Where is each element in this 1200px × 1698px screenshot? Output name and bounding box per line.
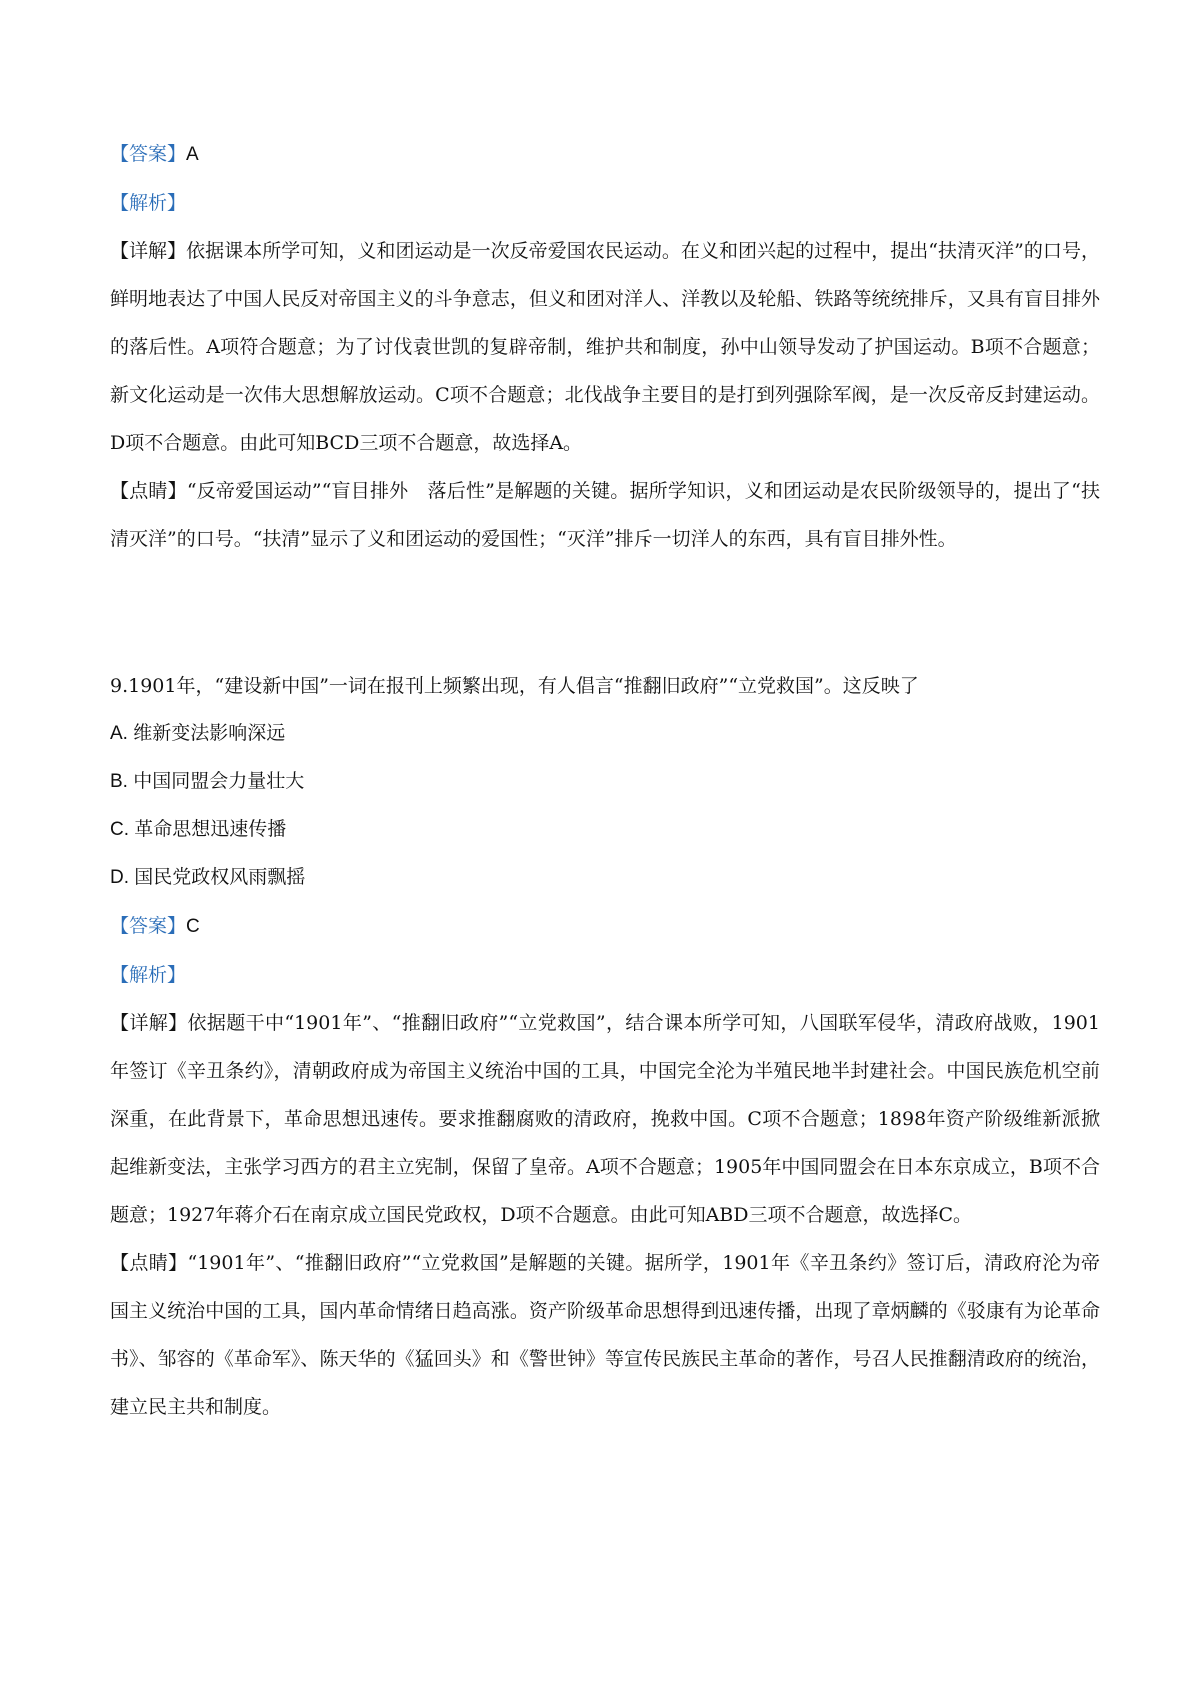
q8-comment-text: “反帝爱国运动”“盲目排外 落后性”是解题的关键。据所学知识，义和团运动是农民阶级领导的，提出了“扶清灭洋”的口号。“扶清”显示了义和团运动的爱国性；“灭洋”排斥一切洋人的东西，具有盲目排外性。 [110,480,1100,550]
q8-detail-tag: 【详解】 [110,240,187,262]
q9-answer-value: C [186,916,200,937]
q9-detail-paragraph [110,999,1100,1239]
q9-comment-paragraph [110,1239,1100,1431]
q9-analysis-line [110,951,1100,999]
q9-section [110,662,1100,1431]
q8-answer-value: A [186,144,199,165]
q8-detail-paragraph [110,227,1100,467]
q9-detail-text: 依据题干中“1901年”、“推翻旧政府”“立党救国”，结合课本所学可知，八国联军侵华，清政府战败，1901年签订《辛丑条约》，清朝政府成为帝国主义统治中国的工具，中国完全沦为半殖民地半封建社会。中国民族危机空前深重，在此背景下，革命思想迅速传。要求推翻腐败的清政府，挽救中国。C项不合题意；1898年资产阶级维新派掀起维新变法，主张学习西方的君主立宪制，保留了皇帝。A项不合题意；1905年中国同盟会在日本东京成立，B项不合题意；1927年蒋介石在南京成立国民党政权，D项不合题意。由此可知ABD三项不合题意，故选择C。 [110,1012,1100,1226]
q9-analysis-tag: 【解析】 [110,964,187,986]
q8-answer-line [110,130,1100,179]
q8-answer-section [110,130,1100,563]
q9-answer-line [110,902,1100,951]
q8-analysis-tag: 【解析】 [110,192,187,214]
q9-detail-tag: 【详解】 [110,1012,188,1034]
q9-option-d: D. 国民党政权风雨飘摇 [110,867,306,888]
q9-answer-tag: 【答案】 [110,915,187,937]
q9-comment-tag: 【点睛】 [110,1252,188,1274]
q8-answer-tag: 【答案】 [110,143,187,165]
q8-comment-tag: 【点睛】 [110,480,187,502]
q8-analysis-line [110,179,1100,227]
q9-option-c: C. 革命思想迅速传播 [110,819,287,840]
q9-question: 9.1901年，“建设新中国”一词在报刊上频繁出现，有人倡言“推翻旧政府”“立党救国”。这反映了 [110,675,919,697]
q8-comment-paragraph [110,467,1100,563]
q8-detail-text: 依据课本所学可知，义和团运动是一次反帝爱国农民运动。在义和团兴起的过程中，提出“扶清灭洋”的口号，鲜明地表达了中国人民反对帝国主义的斗争意志，但义和团对洋人、洋教以及轮船、铁路等统统排斥，又具有盲目排外的落后性。A项符合题意；为了讨伐袁世凯的复辟帝制，维护共和制度，孙中山领导发动了护国运动。B项不合题意；新文化运动是一次伟大思想解放运动。C项不合题意；北伐战争主要目的是打到列强除军阀，是一次反帝反封建运动。D项不合题意。由此可知BCD三项不合题意，故选择A。 [110,240,1100,454]
q9-option-a: A. 维新变法影响深远 [110,723,286,744]
q9-option-b: B. 中国同盟会力量壮大 [110,771,305,792]
q9-comment-text: “1901年”、“推翻旧政府”“立党救国”是解题的关键。据所学，1901年《辛丑条约》签订后，清政府沦为帝国主义统治中国的工具，国内革命情绪日趋高涨。资产阶级革命思想得到迅速传播，出现了章炳麟的《驳康有为论革命书》、邹容的《革命军》、陈天华的《猛回头》和《警世钟》等宣传民族民主革命的著作，号召人民推翻清政府的统治，建立民主共和制度。 [110,1252,1100,1418]
